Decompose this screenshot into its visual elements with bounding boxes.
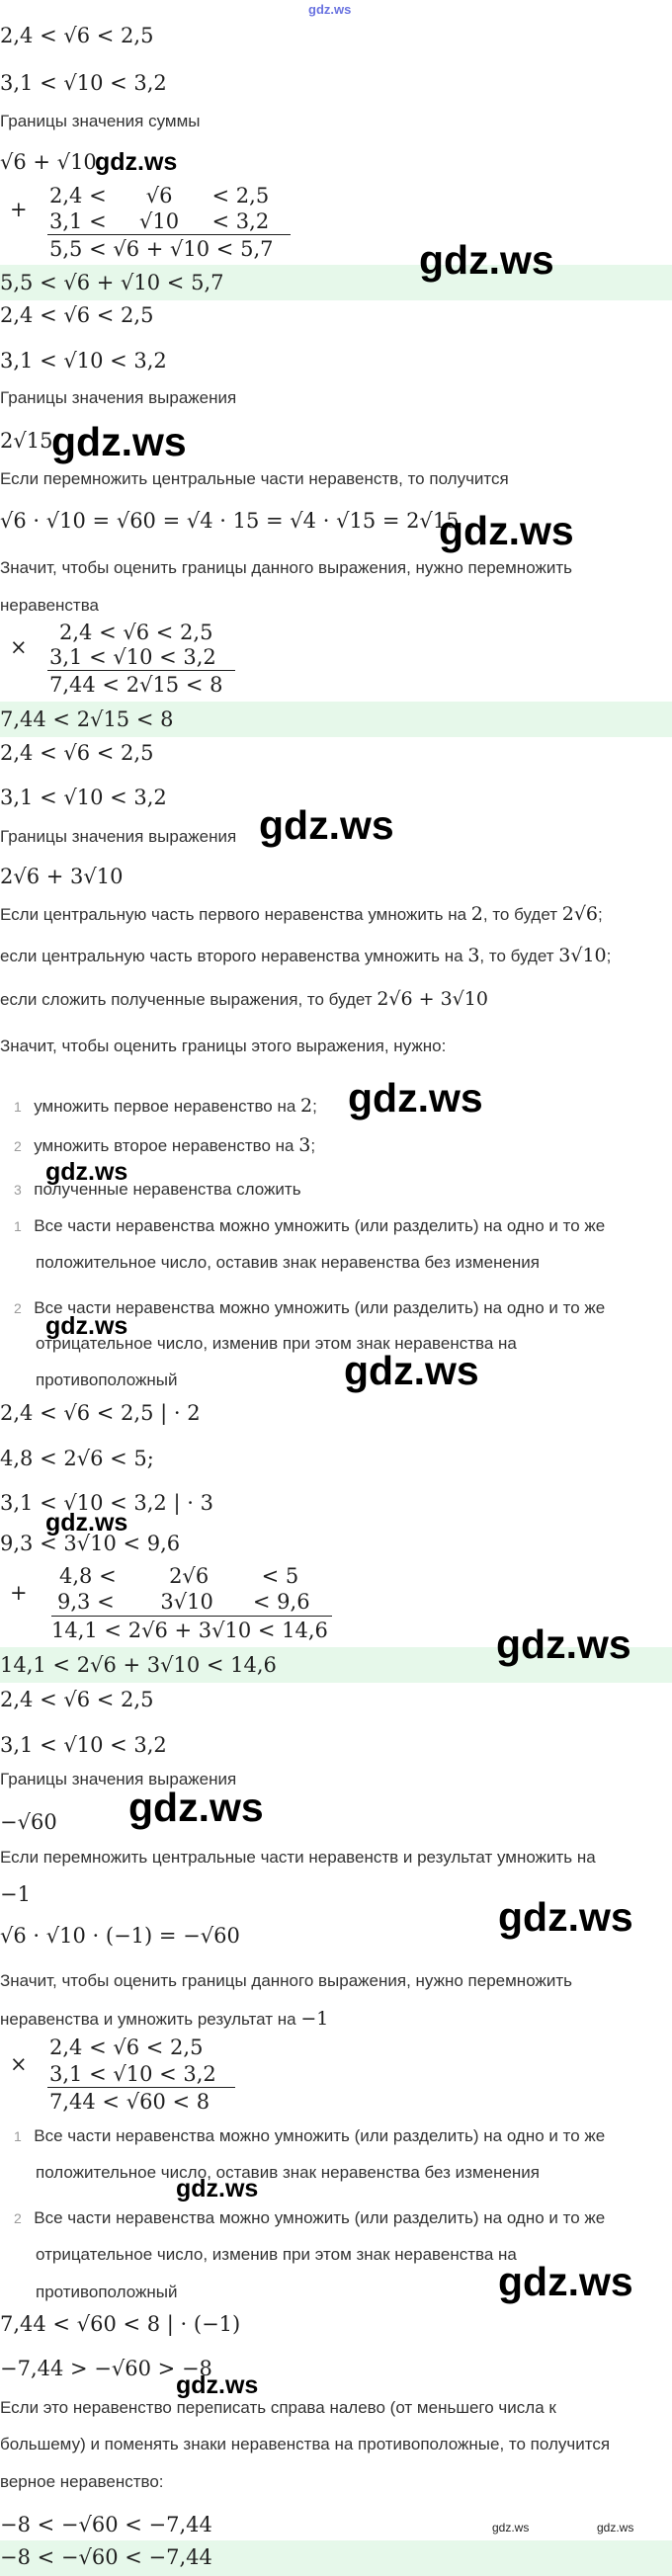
- watermark: gdz.ws: [259, 802, 394, 848]
- answer-3: 14,1 < 2√6 + 3√10 < 14,6: [0, 1653, 277, 1677]
- watermark: gdz.ws: [95, 148, 178, 176]
- multiply-step-2: 3,1 < √10 < 3,2 | · 3: [0, 1491, 213, 1515]
- watermark: gdz.ws: [439, 508, 574, 553]
- rule-1: 1 Все части неравенства можно умножить (или разделить) на одно и то же: [14, 1216, 606, 1235]
- rule-2: 2 Все части неравенства можно умножить (или разделить) на одно и то же: [14, 2208, 606, 2227]
- inequality-sqrt10: 3,1 < √10 < 3,2: [0, 349, 167, 373]
- rule-2-cont: отрицательное число, изменив при этом знак неравенства на: [36, 1334, 517, 1353]
- rewrite-text-2: большему) и поменять знаки неравенства на противоположные, то получится: [0, 2435, 611, 2453]
- minus-one: −1: [0, 1882, 31, 1906]
- plan-step-3: 3 полученные неравенства сложить: [14, 1180, 301, 1199]
- watermark: gdz.ws: [597, 2521, 634, 2534]
- column-operator: ×: [10, 2052, 28, 2076]
- flipped-inequality: −7,44 > −√60 > −8: [0, 2357, 212, 2380]
- column-line-2: 9,3 < 3√10 < 9,6: [57, 1590, 310, 1614]
- sum-expression: √6 + √10: [0, 150, 97, 174]
- watermark: gdz.ws: [419, 237, 554, 283]
- answer-2: 7,44 < 2√15 < 8: [0, 707, 174, 731]
- watermark: gdz.ws: [45, 1312, 128, 1340]
- inequality-sqrt6: 2,4 < √6 < 2,5: [0, 24, 154, 47]
- column-operator: +: [10, 198, 28, 221]
- inequality-sqrt10: 3,1 < √10 < 3,2: [0, 71, 167, 95]
- watermark: gdz.ws: [348, 1075, 483, 1121]
- rule-2-cont: отрицательное число, изменив при этом знак неравенства на: [36, 2245, 517, 2264]
- column-divider: [47, 670, 235, 671]
- column-line-1: 2,4 < √6 < 2,5: [49, 2036, 204, 2059]
- sum-bounds-text: Границы значения суммы: [0, 112, 201, 130]
- answer-4: −8 < −√60 < −7,44: [0, 2545, 212, 2569]
- rule-2-cont2: противоположный: [36, 2283, 178, 2301]
- rewrite-text-1: Если это неравенство переписать справа налево (от меньшего числа к: [0, 2398, 556, 2417]
- rule-1-cont: положительное число, оставив знак неравенства без изменения: [36, 1253, 541, 1272]
- rule-2: 2 Все части неравенства можно умножить (или разделить) на одно и то же: [14, 1298, 606, 1317]
- column-line-2: 3,1 < √10 < 3,2: [49, 2062, 216, 2086]
- rule-1-cont: положительное число, оставив знак неравенства без изменения: [36, 2163, 541, 2182]
- column-sum: 5,5 < √6 + √10 < 5,7: [49, 237, 274, 261]
- column-line-1: 4,8 < 2√6 < 5: [59, 1564, 299, 1588]
- rule-2-cont2: противоположный: [36, 1371, 178, 1389]
- column-line-1: 2,4 < √6 < 2,5: [49, 184, 270, 208]
- watermark: gdz.ws: [496, 1621, 631, 1667]
- product-equation: √6 · √10 = √60 = √4 · 15 = √4 · √15 = 2√15: [0, 509, 460, 533]
- multiply-result-1: 4,8 < 2√6 < 5;: [0, 1447, 154, 1470]
- watermark: gdz.ws: [176, 2371, 259, 2399]
- column-product: 7,44 < √60 < 8: [49, 2090, 210, 2114]
- rewrite-text-3: верное неравенство:: [0, 2472, 164, 2491]
- column-operator: +: [10, 1581, 28, 1605]
- expression-bounds-text: Границы значения выражения: [0, 388, 237, 407]
- site-logo[interactable]: gdz.ws: [308, 2, 352, 17]
- plan-intro-text: Значит, чтобы оценить границы этого выражения, нужно:: [0, 1037, 447, 1055]
- explanation-line-2: если центральную часть второго неравенства умножить на 3, то будет 3√10;: [0, 945, 612, 966]
- multiply-by-minus-one: 7,44 < √60 < 8 | · (−1): [0, 2312, 241, 2336]
- product-equation: √6 · √10 · (−1) = −√60: [0, 1924, 240, 1948]
- watermark: gdz.ws: [492, 2521, 530, 2534]
- watermark: gdz.ws: [176, 2175, 259, 2202]
- column-divider: [51, 1616, 332, 1617]
- explanation-line-1: Если центральную часть первого неравенства умножить на 2, то будет 2√6;: [0, 903, 603, 925]
- watermark: gdz.ws: [498, 1894, 633, 1940]
- multiply-step-1: 2,4 < √6 < 2,5 | · 2: [0, 1401, 201, 1425]
- multiply-centers-text: Если перемножить центральные части неравенств, то получится: [0, 469, 509, 488]
- watermark: gdz.ws: [498, 2259, 633, 2304]
- column-product: 7,44 < 2√15 < 8: [49, 673, 223, 697]
- inequality-sqrt6: 2,4 < √6 < 2,5: [0, 1688, 154, 1711]
- explanation-text: Значит, чтобы оценить границы данного выражения, нужно перемножить: [0, 558, 572, 577]
- column-operator: ×: [10, 635, 28, 659]
- watermark: gdz.ws: [45, 1509, 128, 1537]
- multiply-result-2: 9,3 < 3√10 < 9,6: [0, 1532, 181, 1555]
- plan-step-1: 1 умножить первое неравенство на 2;: [14, 1095, 317, 1117]
- explanation-text: Значит, чтобы оценить границы данного выражения, нужно перемножить: [0, 1971, 572, 1990]
- column-sum: 14,1 < 2√6 + 3√10 < 14,6: [51, 1619, 328, 1642]
- column-divider: [47, 2087, 235, 2088]
- column-line-2: 3,1 < √10 < 3,2: [49, 645, 216, 669]
- watermark: gdz.ws: [128, 1785, 264, 1830]
- plan-step-2: 2 умножить второе неравенство на 3;: [14, 1134, 316, 1156]
- column-line-2: 3,1 < √10 < 3,2: [49, 209, 270, 233]
- column-line-1: 2,4 < √6 < 2,5: [59, 621, 213, 644]
- column-divider: [47, 234, 291, 235]
- explanation-text-cont: неравенства и умножить результат на −1: [0, 2008, 329, 2030]
- target-expression: 2√6 + 3√10: [0, 865, 124, 888]
- rule-1: 1 Все части неравенства можно умножить (или разделить) на одно и то же: [14, 2126, 606, 2145]
- answer-1: 5,5 < √6 + √10 < 5,7: [0, 271, 224, 294]
- inequality-sqrt6: 2,4 < √6 < 2,5: [0, 741, 154, 765]
- expression-bounds-text: Границы значения выражения: [0, 1770, 237, 1788]
- inequality-sqrt10: 3,1 < √10 < 3,2: [0, 786, 167, 809]
- explanation-text-cont: неравенства: [0, 596, 100, 615]
- multiply-centers-text: Если перемножить центральные части неравенств и результат умножить на: [0, 1848, 596, 1867]
- inequality-sqrt6: 2,4 < √6 < 2,5: [0, 303, 154, 327]
- watermark: gdz.ws: [45, 1158, 128, 1186]
- watermark: gdz.ws: [51, 419, 187, 464]
- target-expression: 2√15: [0, 429, 53, 453]
- rewritten-inequality: −8 < −√60 < −7,44: [0, 2513, 212, 2536]
- inequality-sqrt10: 3,1 < √10 < 3,2: [0, 1733, 167, 1757]
- explanation-line-3: если сложить полученные выражения, то будет 2√6 + 3√10: [0, 988, 488, 1010]
- watermark: gdz.ws: [344, 1348, 479, 1393]
- expression-bounds-text: Границы значения выражения: [0, 827, 237, 846]
- target-expression: −√60: [0, 1810, 57, 1834]
